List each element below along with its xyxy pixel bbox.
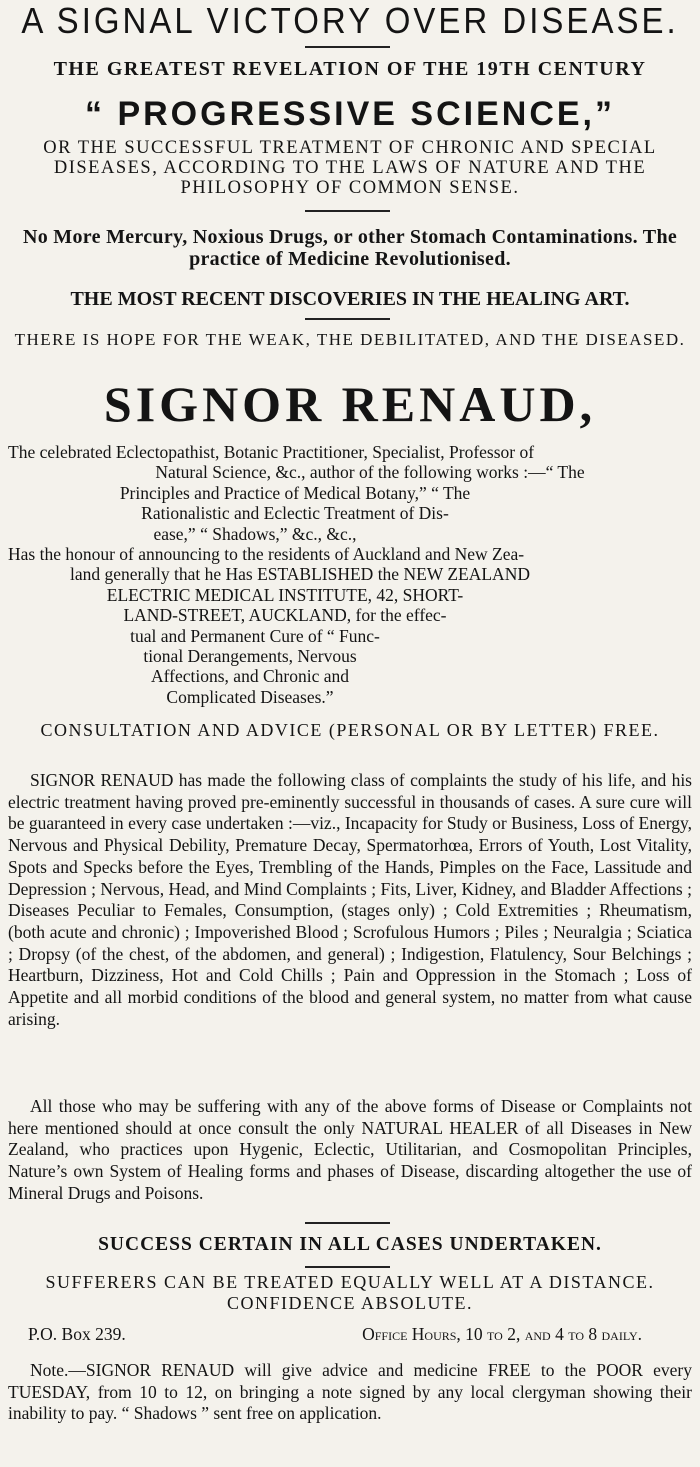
divider (305, 210, 390, 212)
description-line: Principles and Practice of Medical Botany,” “ The (119, 482, 471, 503)
description-line: land generally that he Has ESTABLISHED the NEW ZEALAND (70, 564, 530, 585)
contact-row (8, 1324, 692, 1345)
office-hours: Office Hours, 10 to 2, and 4 to 8 daily. (362, 1324, 642, 1344)
description-block (8, 442, 692, 707)
divider (305, 1266, 390, 1268)
description-line: Rationalistic and Eclectic Treatment of Dis- (141, 503, 449, 524)
description-line: tional Derangements, Nervous (143, 646, 357, 667)
po-box: P.O. Box 239. (28, 1324, 126, 1344)
description-line: Affections, and Chronic and (151, 666, 349, 687)
description-line: The celebrated Eclectopathist, Botanic Practitioner, Specialist, Professor of (8, 442, 535, 462)
hope-text: THERE IS HOPE FOR THE WEAK, THE DEBILITATED, AND THE DISEASED. (14, 330, 686, 349)
subheadline: THE GREATEST REVELATION OF THE 19TH CENTURY (53, 58, 647, 80)
divider (305, 46, 390, 48)
success-heading: SUCCESS CERTAIN IN ALL CASES UNDERTAKEN. (98, 1234, 602, 1255)
description-line: Has the honour of announcing to the residents of Auckland and New Zea- (8, 544, 525, 565)
no-more-text: No More Mercury, Noxious Drugs, or other Stomach Contaminations. The practice of Medicine Revolutionised. (22, 226, 678, 270)
slogan: “ PROGRESSIVE SCIENCE,” (85, 95, 615, 133)
divider (305, 1222, 390, 1224)
headline: A SIGNAL VICTORY OVER DISEASE. (21, 0, 679, 41)
practitioner-name: SIGNOR RENAUD, (103, 376, 597, 432)
description-line: Natural Science, &c., author of the following works :—“ The (155, 462, 585, 483)
natural-healer-paragraph: All those who may be suffering with any of the above forms of Disease or Complaints not here mentioned should at once consult the only NATURAL HEALER of all Diseases in New Zealand, who practices upon Hygenic, Eclectic, Utilitarian, and Cosmopolitan Principles, Nature’s own System of Healing forms and phases of Disease, discarding altogether the use of Mineral Drugs and Poisons. (8, 1096, 692, 1203)
description-line: ELECTRIC MEDICAL INSTITUTE, 42, SHORT- (106, 584, 464, 605)
most-recent-heading: THE MOST RECENT DISCOVERIES IN THE HEALING ART. (70, 288, 630, 310)
sufferers-text: SUFFERERS CAN BE TREATED EQUALLY WELL AT A DISTANCE. CONFIDENCE ABSOLUTE. (45, 1272, 655, 1313)
description-line: tual and Permanent Cure of “ Func- (130, 625, 380, 646)
note-paragraph: Note.—SIGNOR RENAUD will give advice and medicine FREE to the POOR every TUESDAY, from 10 to 12, on bringing a note signed by any local clergyman showing their inability to pay. “ Shadows ” sent free on application. (8, 1360, 692, 1423)
divider (305, 318, 390, 320)
description-line: ease,” “ Shadows,” &c., &c., (153, 523, 357, 544)
description-line: LAND-STREET, AUCKLAND, for the effec- (123, 605, 447, 626)
description-line: Complicated Diseases.” (166, 686, 334, 707)
complaints-paragraph: SIGNOR RENAUD has made the following class of complaints the study of his life, and his electric treatment having proved pre-eminently successful in thousands of cases. A sure cure will be guaranteed in every case undertaken :—viz., Incapacity for Study or Business, Loss of Energy, Nervous and Physical Debility, Premature Decay, Spermatorhœa, Errors of Youth, Lost Vitality, Spots and Specks before the Eyes, Trembling of the Hands, Pimples on the Face, Lassitude and Depression ; Nervous, Head, and Mind Complaints ; Fits, Liver, Kidney, and Bladder Affections ; Diseases Peculiar to Females, Consumption, (stages only) ; Cold Extremities ; Rheumatism, (both acute and chronic) ; Impoverished Blood ; Scrofulous Humors ; Piles ; Neuralgia ; Sciatica ; Dropsy (of the chest, of the abdomen, and general) ; Indigestion, Flatulency, Sour Belchings ; Heartburn, Dizziness, Hot and Cold Chills ; Pain and Oppression in the Stomach ; Loss of Appetite and all morbid conditions of the blood and general system, no matter from what cause arising. (8, 770, 692, 1029)
consultation-heading: CONSULTATION AND ADVICE (PERSONAL OR BY LETTER) FREE. (40, 720, 660, 740)
intro-text: OR THE SUCCESSFUL TREATMENT OF CHRONIC AND SPECIAL DISEASES, ACCORDING TO THE LAWS OF NATURE AND THE PHILOSOPHY OF COMMON SENSE. (43, 138, 657, 198)
